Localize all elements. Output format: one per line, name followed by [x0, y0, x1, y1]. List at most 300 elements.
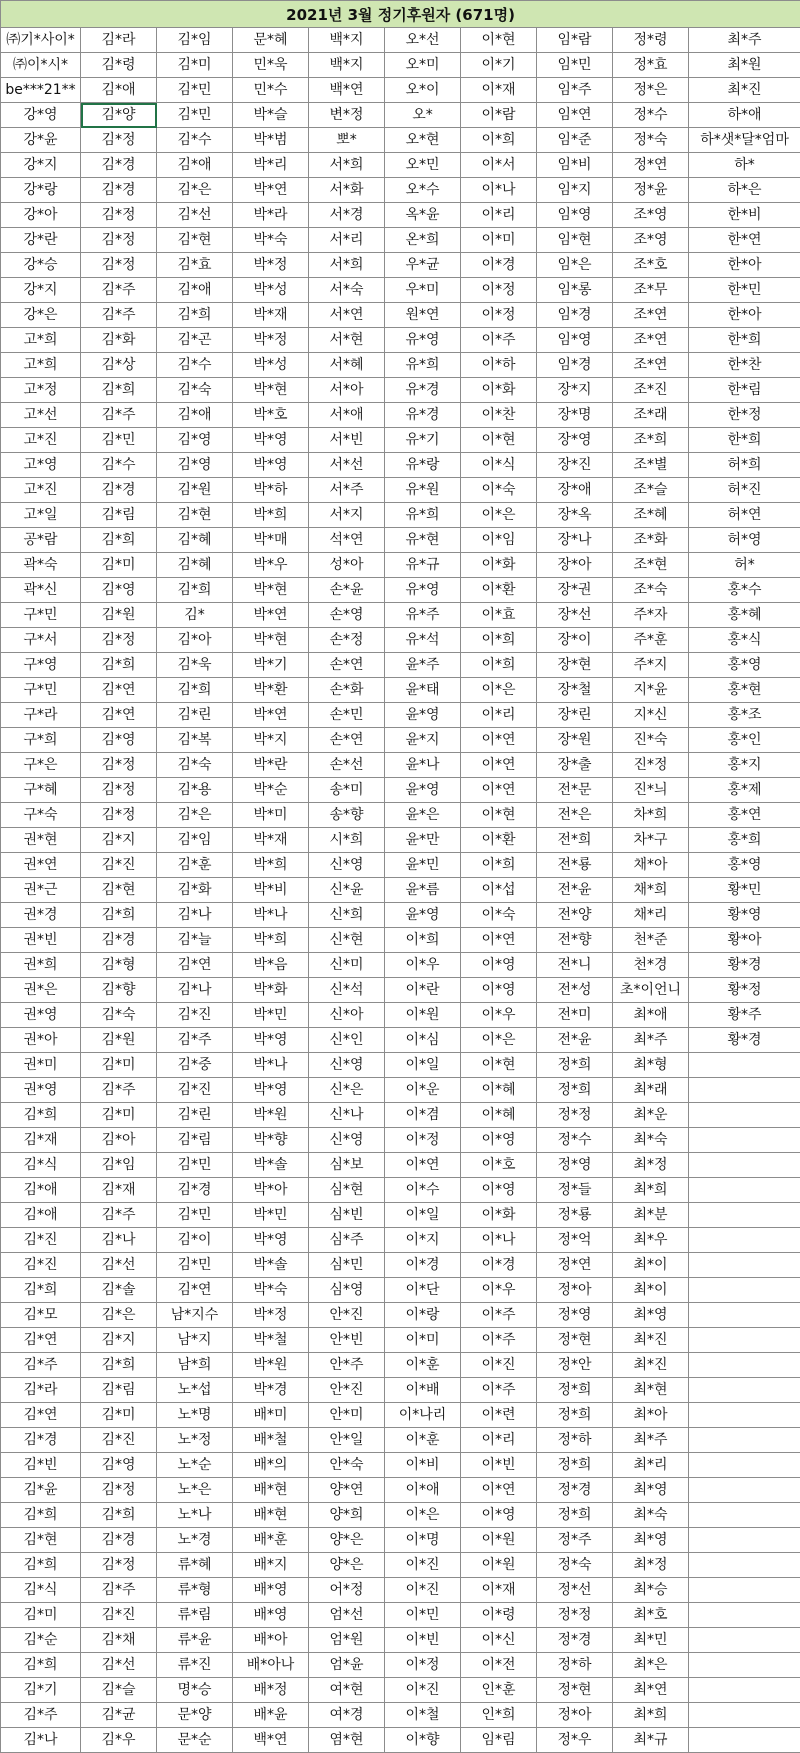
table-cell[interactable]: 한*비 [689, 203, 800, 228]
table-cell[interactable]: 신*나 [309, 1103, 385, 1128]
table-cell[interactable]: 손*영 [309, 603, 385, 628]
table-cell[interactable]: 신*희 [309, 903, 385, 928]
table-cell[interactable]: 이*은 [461, 678, 537, 703]
table-cell[interactable]: 서*애 [309, 403, 385, 428]
table-cell[interactable]: 정*연 [537, 1253, 613, 1278]
table-cell[interactable]: 김*미 [81, 1053, 157, 1078]
table-cell[interactable]: 신*석 [309, 978, 385, 1003]
table-cell[interactable]: 백*지 [309, 28, 385, 53]
table-cell[interactable]: 류*림 [157, 1603, 233, 1628]
table-cell[interactable]: 김*연 [1, 1403, 81, 1428]
table-cell[interactable]: 황*아 [689, 928, 800, 953]
table-cell[interactable]: 홍*제 [689, 778, 800, 803]
table-cell[interactable]: 전*룡 [537, 853, 613, 878]
table-cell[interactable]: 이*비 [385, 1453, 461, 1478]
table-cell[interactable]: 이*령 [461, 1603, 537, 1628]
table-cell[interactable]: 유*경 [385, 378, 461, 403]
table-cell[interactable]: 박*나 [233, 1053, 309, 1078]
table-cell[interactable]: 구*서 [1, 628, 81, 653]
table-cell[interactable]: 최*규 [613, 1728, 689, 1753]
table-cell[interactable]: 이*련 [461, 1403, 537, 1428]
table-cell[interactable]: 김*미 [81, 1103, 157, 1128]
table-cell[interactable] [689, 1478, 800, 1503]
table-cell[interactable]: 황*경 [689, 1028, 800, 1053]
table-cell[interactable]: 홍*현 [689, 678, 800, 703]
table-cell[interactable]: 최*진 [613, 1353, 689, 1378]
table-cell[interactable]: 신*현 [309, 928, 385, 953]
table-cell[interactable]: 김*정 [81, 628, 157, 653]
table-cell[interactable]: 신*미 [309, 953, 385, 978]
table-cell[interactable]: 천*경 [613, 953, 689, 978]
table-cell[interactable]: 김*연 [1, 1328, 81, 1353]
table-cell[interactable]: 이*환 [461, 828, 537, 853]
table-cell[interactable]: 노*순 [157, 1453, 233, 1478]
table-cell[interactable]: 정*희 [537, 1503, 613, 1528]
table-cell[interactable]: 안*숙 [309, 1453, 385, 1478]
table-cell[interactable]: 박*정 [233, 253, 309, 278]
table-cell[interactable]: 김*주 [81, 1578, 157, 1603]
table-cell[interactable]: 박*영 [233, 1228, 309, 1253]
table-cell[interactable]: 이*희 [461, 853, 537, 878]
table-cell[interactable]: 김*라 [81, 28, 157, 53]
table-cell[interactable]: 김*임 [157, 828, 233, 853]
table-cell[interactable]: 이*미 [461, 228, 537, 253]
table-cell[interactable]: 장*원 [537, 728, 613, 753]
table-cell[interactable]: 정*룡 [537, 1203, 613, 1228]
table-cell[interactable] [689, 1703, 800, 1728]
table-cell[interactable]: 김*아 [81, 1128, 157, 1153]
table-cell[interactable]: 김*임 [81, 1153, 157, 1178]
table-cell[interactable]: 강*영 [1, 103, 81, 128]
table-cell[interactable]: 김*용 [157, 778, 233, 803]
table-cell[interactable]: 이*우 [461, 1003, 537, 1028]
table-cell[interactable]: 최*정 [613, 1153, 689, 1178]
table-cell[interactable]: 이*철 [385, 1703, 461, 1728]
table-cell[interactable]: 홍*식 [689, 628, 800, 653]
table-cell[interactable]: 장*린 [537, 703, 613, 728]
table-cell[interactable]: 김*영 [81, 728, 157, 753]
table-cell[interactable]: 손*윤 [309, 578, 385, 603]
table-cell[interactable]: 김*경 [81, 478, 157, 503]
table-cell[interactable]: 조*현 [613, 553, 689, 578]
table-cell[interactable]: 이*영 [461, 1128, 537, 1153]
table-cell[interactable]: 공*람 [1, 528, 81, 553]
table-cell[interactable]: 김*효 [157, 253, 233, 278]
table-cell[interactable]: 김*나 [157, 903, 233, 928]
table-cell[interactable]: 김*숙 [157, 378, 233, 403]
table-cell[interactable]: 이*원 [461, 1528, 537, 1553]
table-cell[interactable]: 김*나 [81, 1228, 157, 1253]
table-cell[interactable]: 임*람 [537, 28, 613, 53]
table-cell[interactable]: 장*나 [537, 528, 613, 553]
table-cell[interactable]: 최*현 [613, 1378, 689, 1403]
table-cell[interactable]: 김*경 [81, 928, 157, 953]
table-cell[interactable]: 신*아 [309, 1003, 385, 1028]
table-cell[interactable]: 이*진 [385, 1553, 461, 1578]
table-cell[interactable]: 원*연 [385, 303, 461, 328]
table-cell[interactable]: 김*주 [81, 1078, 157, 1103]
table-cell[interactable]: 전*윤 [537, 1028, 613, 1053]
table-cell[interactable]: 이*현 [461, 428, 537, 453]
table-cell[interactable]: 김*경 [1, 1428, 81, 1453]
table-cell[interactable]: 김*주 [157, 1028, 233, 1053]
table-cell[interactable]: 이*효 [461, 603, 537, 628]
table-cell[interactable] [689, 1328, 800, 1353]
table-cell[interactable]: 김*정 [81, 778, 157, 803]
table-cell[interactable]: 이*희 [461, 653, 537, 678]
table-cell[interactable]: 이*나 [461, 178, 537, 203]
table-cell[interactable]: 유*영 [385, 328, 461, 353]
table-cell[interactable]: 이*영 [461, 1178, 537, 1203]
table-cell[interactable]: 장*지 [537, 378, 613, 403]
table-cell[interactable]: 박*희 [233, 503, 309, 528]
table-cell[interactable]: 류*윤 [157, 1628, 233, 1653]
table-cell[interactable]: 박*정 [233, 328, 309, 353]
table-cell[interactable]: 김*이 [157, 1228, 233, 1253]
table-cell[interactable]: 김*식 [1, 1578, 81, 1603]
table-cell[interactable]: 김*은 [81, 1303, 157, 1328]
table-cell[interactable] [689, 1528, 800, 1553]
table-cell[interactable] [689, 1353, 800, 1378]
table-cell[interactable] [689, 1053, 800, 1078]
table-cell[interactable]: 이*현 [461, 1053, 537, 1078]
table-cell[interactable]: 박*음 [233, 953, 309, 978]
table-cell[interactable]: 김*애 [157, 403, 233, 428]
table-cell[interactable]: 구*민 [1, 678, 81, 703]
table-cell[interactable]: 이*운 [385, 1078, 461, 1103]
table-cell[interactable]: 고*진 [1, 428, 81, 453]
table-cell[interactable]: 김* [157, 603, 233, 628]
table-cell[interactable]: 김*애 [157, 278, 233, 303]
table-cell[interactable]: 권*현 [1, 828, 81, 853]
table-cell[interactable]: 김*정 [81, 228, 157, 253]
table-cell[interactable]: 배*영 [233, 1603, 309, 1628]
table-cell[interactable]: 이*호 [461, 1153, 537, 1178]
table-cell[interactable]: 박*리 [233, 153, 309, 178]
table-cell[interactable]: 유*기 [385, 428, 461, 453]
table-cell[interactable]: 정*현 [537, 1328, 613, 1353]
table-cell[interactable]: 주*자 [613, 603, 689, 628]
table-cell[interactable]: 서*주 [309, 478, 385, 503]
table-cell[interactable]: 김*림 [157, 1128, 233, 1153]
table-cell[interactable]: 문*순 [157, 1728, 233, 1753]
table-cell[interactable]: 김*지 [81, 1328, 157, 1353]
table-cell[interactable]: 류*혜 [157, 1553, 233, 1578]
table-cell[interactable]: 서*희 [309, 253, 385, 278]
table-cell[interactable]: 이*희 [385, 928, 461, 953]
table-cell[interactable]: 최*아 [613, 1403, 689, 1428]
table-cell[interactable]: 김*경 [81, 178, 157, 203]
table-cell[interactable]: 권*영 [1, 1078, 81, 1103]
table-cell[interactable]: 이*영 [461, 978, 537, 1003]
table-cell[interactable]: 서*경 [309, 203, 385, 228]
table-cell[interactable]: ㈜기*사이* [1, 28, 81, 53]
table-cell[interactable]: 안*진 [309, 1303, 385, 1328]
table-cell[interactable]: 이*미 [385, 1328, 461, 1353]
table-cell[interactable]: 박*나 [233, 903, 309, 928]
table-cell[interactable]: 배*현 [233, 1503, 309, 1528]
table-cell[interactable]: 김*현 [157, 228, 233, 253]
table-cell[interactable]: 전*미 [537, 1003, 613, 1028]
table-cell[interactable]: 최*영 [613, 1528, 689, 1553]
table-cell[interactable]: 진*숙 [613, 728, 689, 753]
table-cell[interactable]: 유*희 [385, 353, 461, 378]
table-cell[interactable] [689, 1503, 800, 1528]
table-cell[interactable]: 김*곤 [157, 328, 233, 353]
table-cell[interactable]: 김*원 [81, 1028, 157, 1053]
table-cell[interactable]: 구*희 [1, 728, 81, 753]
table-cell[interactable]: 진*늬 [613, 778, 689, 803]
table-cell[interactable]: 진*정 [613, 753, 689, 778]
table-cell[interactable]: 최*주 [689, 28, 800, 53]
table-cell[interactable]: 박*숙 [233, 1278, 309, 1303]
table-cell[interactable]: 강*승 [1, 253, 81, 278]
table-cell[interactable]: 권*아 [1, 1028, 81, 1053]
table-cell[interactable]: 하*애 [689, 103, 800, 128]
table-cell[interactable]: 김*희 [81, 903, 157, 928]
table-cell[interactable]: 고*희 [1, 328, 81, 353]
table-cell[interactable]: 서*지 [309, 503, 385, 528]
table-cell[interactable]: 인*훈 [461, 1678, 537, 1703]
table-cell[interactable]: 김*빈 [1, 1453, 81, 1478]
table-cell[interactable]: 이*일 [385, 1203, 461, 1228]
table-cell[interactable]: 임*영 [537, 203, 613, 228]
table-cell[interactable] [689, 1653, 800, 1678]
table-cell[interactable]: 서*연 [309, 303, 385, 328]
table-cell[interactable]: 김*진 [157, 1078, 233, 1103]
table-cell[interactable]: 정*하 [537, 1653, 613, 1678]
table-cell[interactable]: 조*화 [613, 528, 689, 553]
table-cell[interactable]: 김*은 [157, 803, 233, 828]
table-cell[interactable]: 임*은 [537, 253, 613, 278]
table-cell[interactable]: 김*재 [81, 1178, 157, 1203]
table-cell[interactable]: 이*우 [385, 953, 461, 978]
table-cell[interactable]: 박*솔 [233, 1153, 309, 1178]
table-cell[interactable]: 박*원 [233, 1353, 309, 1378]
table-cell[interactable]: 박*순 [233, 778, 309, 803]
table-cell[interactable]: 박*성 [233, 278, 309, 303]
table-cell[interactable]: 오*이 [385, 78, 461, 103]
table-cell[interactable]: 홍*영 [689, 653, 800, 678]
table-cell[interactable] [689, 1453, 800, 1478]
table-cell[interactable]: 이*빈 [461, 1453, 537, 1478]
table-cell[interactable]: 박*영 [233, 1078, 309, 1103]
table-cell[interactable]: 김*희 [1, 1103, 81, 1128]
table-cell[interactable]: 김*정 [81, 753, 157, 778]
table-cell[interactable]: 이*영 [461, 1503, 537, 1528]
table-cell[interactable]: 이*서 [461, 153, 537, 178]
table-cell[interactable]: 장*출 [537, 753, 613, 778]
table-cell[interactable]: 김*미 [157, 53, 233, 78]
table-cell[interactable]: 장*애 [537, 478, 613, 503]
table-cell[interactable]: 조*영 [613, 203, 689, 228]
table-cell[interactable]: 심*빈 [309, 1203, 385, 1228]
table-cell[interactable]: 김*욱 [157, 653, 233, 678]
table-cell[interactable]: 한*림 [689, 378, 800, 403]
table-cell[interactable]: 홍*혜 [689, 603, 800, 628]
table-cell[interactable]: 노*나 [157, 1503, 233, 1528]
table-cell[interactable]: 김*경 [157, 1178, 233, 1203]
table-cell[interactable]: 옥*윤 [385, 203, 461, 228]
table-cell[interactable]: 유*영 [385, 578, 461, 603]
table-cell[interactable]: 김*영 [157, 428, 233, 453]
table-cell[interactable]: 김*애 [81, 78, 157, 103]
table-cell[interactable]: 최*은 [613, 1653, 689, 1678]
table-cell[interactable]: 이*진 [461, 1353, 537, 1378]
table-cell[interactable] [689, 1303, 800, 1328]
table-cell[interactable]: 정*주 [537, 1528, 613, 1553]
table-cell[interactable]: 정*윤 [613, 178, 689, 203]
table-cell[interactable]: 서*빈 [309, 428, 385, 453]
table-cell[interactable]: 신*영 [309, 1128, 385, 1153]
table-cell[interactable]: 김*재 [1, 1128, 81, 1153]
table-cell[interactable]: 고*진 [1, 478, 81, 503]
table-cell[interactable]: 황*경 [689, 953, 800, 978]
table-cell[interactable]: 조*희 [613, 428, 689, 453]
table-cell[interactable]: 박*비 [233, 878, 309, 903]
table-cell[interactable]: 정*희 [537, 1453, 613, 1478]
table-cell[interactable]: 장*이 [537, 628, 613, 653]
table-cell[interactable]: 황*정 [689, 978, 800, 1003]
table-cell[interactable]: 안*주 [309, 1353, 385, 1378]
table-cell[interactable]: 최*호 [613, 1603, 689, 1628]
table-cell[interactable]: 김*숙 [157, 753, 233, 778]
table-cell[interactable]: 최*숙 [613, 1503, 689, 1528]
table-cell[interactable] [689, 1728, 800, 1753]
table-cell[interactable]: 김*슬 [81, 1678, 157, 1703]
table-cell[interactable]: 장*옥 [537, 503, 613, 528]
table-cell[interactable]: 유*희 [385, 503, 461, 528]
table-cell[interactable]: 지*윤 [613, 678, 689, 703]
table-cell[interactable]: 김*림 [81, 1378, 157, 1403]
table-cell[interactable]: 정*수 [537, 1128, 613, 1153]
table-cell[interactable]: 김*희 [1, 1503, 81, 1528]
table-cell[interactable]: 최*래 [613, 1078, 689, 1103]
table-cell[interactable]: 정*경 [537, 1478, 613, 1503]
table-cell[interactable]: 정*안 [537, 1353, 613, 1378]
table-cell[interactable]: 차*구 [613, 828, 689, 853]
table-cell[interactable]: 홍*영 [689, 853, 800, 878]
table-cell[interactable]: 김*정 [81, 1478, 157, 1503]
table-cell[interactable]: 정*희 [537, 1078, 613, 1103]
table-cell[interactable]: 배*훈 [233, 1528, 309, 1553]
table-cell[interactable]: 박*란 [233, 753, 309, 778]
table-cell[interactable]: 신*은 [309, 1078, 385, 1103]
table-cell[interactable]: 김*연 [157, 953, 233, 978]
table-cell[interactable]: 이*재 [461, 1578, 537, 1603]
table-cell[interactable]: 김*선 [81, 1653, 157, 1678]
table-cell[interactable]: 이*경 [385, 1253, 461, 1278]
table-cell[interactable]: 정*희 [537, 1378, 613, 1403]
table-cell[interactable]: 이*신 [461, 1628, 537, 1653]
table-cell[interactable]: 고*영 [1, 453, 81, 478]
table-cell[interactable]: 김*희 [157, 303, 233, 328]
table-cell[interactable]: 김*영 [157, 453, 233, 478]
table-cell[interactable]: 엄*원 [309, 1628, 385, 1653]
table-cell[interactable]: 김*솔 [81, 1278, 157, 1303]
table-cell[interactable]: 박*성 [233, 353, 309, 378]
table-cell[interactable]: 전*은 [537, 803, 613, 828]
table-cell[interactable]: 이*나 [461, 1228, 537, 1253]
table-cell[interactable]: 이*은 [461, 1028, 537, 1053]
table-cell[interactable]: 김*나 [1, 1728, 81, 1753]
table-cell[interactable]: 이*섭 [461, 878, 537, 903]
table-cell[interactable]: 김*진 [1, 1253, 81, 1278]
table-cell[interactable]: 이*겸 [385, 1103, 461, 1128]
table-cell[interactable]: 이*화 [461, 553, 537, 578]
table-cell[interactable]: 김*복 [157, 728, 233, 753]
table-cell[interactable]: 고*희 [1, 353, 81, 378]
table-cell[interactable]: 배*윤 [233, 1703, 309, 1728]
table-cell[interactable]: 최*이 [613, 1278, 689, 1303]
table-cell[interactable]: 김*주 [1, 1703, 81, 1728]
table-cell[interactable]: 최*영 [613, 1478, 689, 1503]
table-cell[interactable]: 권*희 [1, 953, 81, 978]
table-cell[interactable]: 한*아 [689, 303, 800, 328]
table-cell[interactable]: 한*연 [689, 228, 800, 253]
table-cell[interactable]: 박*화 [233, 978, 309, 1003]
table-cell[interactable]: 장*영 [537, 428, 613, 453]
table-cell[interactable]: 김*미 [81, 553, 157, 578]
table-cell[interactable]: 박*아 [233, 1178, 309, 1203]
table-cell[interactable]: 이*식 [461, 453, 537, 478]
table-cell[interactable]: 김*원 [157, 478, 233, 503]
table-cell[interactable]: 장*명 [537, 403, 613, 428]
table-cell[interactable]: 유*석 [385, 628, 461, 653]
table-cell[interactable]: 김*정 [81, 1553, 157, 1578]
table-cell[interactable]: 전*문 [537, 778, 613, 803]
table-cell[interactable]: 조*별 [613, 453, 689, 478]
table-cell[interactable]: 김*화 [81, 328, 157, 353]
table-cell[interactable]: 김*수 [81, 453, 157, 478]
table-cell[interactable]: 이*심 [385, 1028, 461, 1053]
table-cell[interactable]: be***21** [1, 78, 81, 103]
table-cell[interactable]: 김*령 [81, 53, 157, 78]
table-cell[interactable]: 이*연 [385, 1153, 461, 1178]
table-cell[interactable]: 유*규 [385, 553, 461, 578]
table-cell[interactable]: 박*솔 [233, 1253, 309, 1278]
table-cell[interactable]: 김*수 [157, 128, 233, 153]
table-cell[interactable]: 유*주 [385, 603, 461, 628]
table-cell[interactable]: 김*향 [81, 978, 157, 1003]
table-cell[interactable]: 김*민 [157, 103, 233, 128]
table-cell[interactable]: 정*하 [537, 1428, 613, 1453]
table-cell[interactable]: 최*민 [613, 1628, 689, 1653]
table-cell[interactable]: 이*리 [461, 203, 537, 228]
table-cell[interactable]: 이*환 [461, 578, 537, 603]
table-cell[interactable]: 이*민 [385, 1603, 461, 1628]
table-cell[interactable]: 정*아 [537, 1278, 613, 1303]
table-cell[interactable]: 이*숙 [461, 478, 537, 503]
table-cell[interactable]: 서*화 [309, 178, 385, 203]
table-cell[interactable]: 박*정 [233, 1303, 309, 1328]
table-cell[interactable]: 이*람 [461, 103, 537, 128]
table-cell[interactable]: 구*숙 [1, 803, 81, 828]
table-cell[interactable]: 조*연 [613, 353, 689, 378]
table-cell[interactable]: 김*희 [81, 653, 157, 678]
table-cell[interactable]: 구*혜 [1, 778, 81, 803]
table-cell[interactable]: 배*의 [233, 1453, 309, 1478]
table-cell[interactable]: 손*정 [309, 628, 385, 653]
table-cell[interactable]: 오*현 [385, 128, 461, 153]
table-cell[interactable]: 윤*름 [385, 878, 461, 903]
table-cell[interactable]: 이*연 [461, 928, 537, 953]
table-cell[interactable]: 이*빈 [385, 1628, 461, 1653]
table-cell[interactable]: 이*주 [461, 1378, 537, 1403]
table-cell[interactable]: 박*철 [233, 1328, 309, 1353]
table-cell[interactable]: 어*정 [309, 1578, 385, 1603]
table-cell[interactable] [689, 1553, 800, 1578]
